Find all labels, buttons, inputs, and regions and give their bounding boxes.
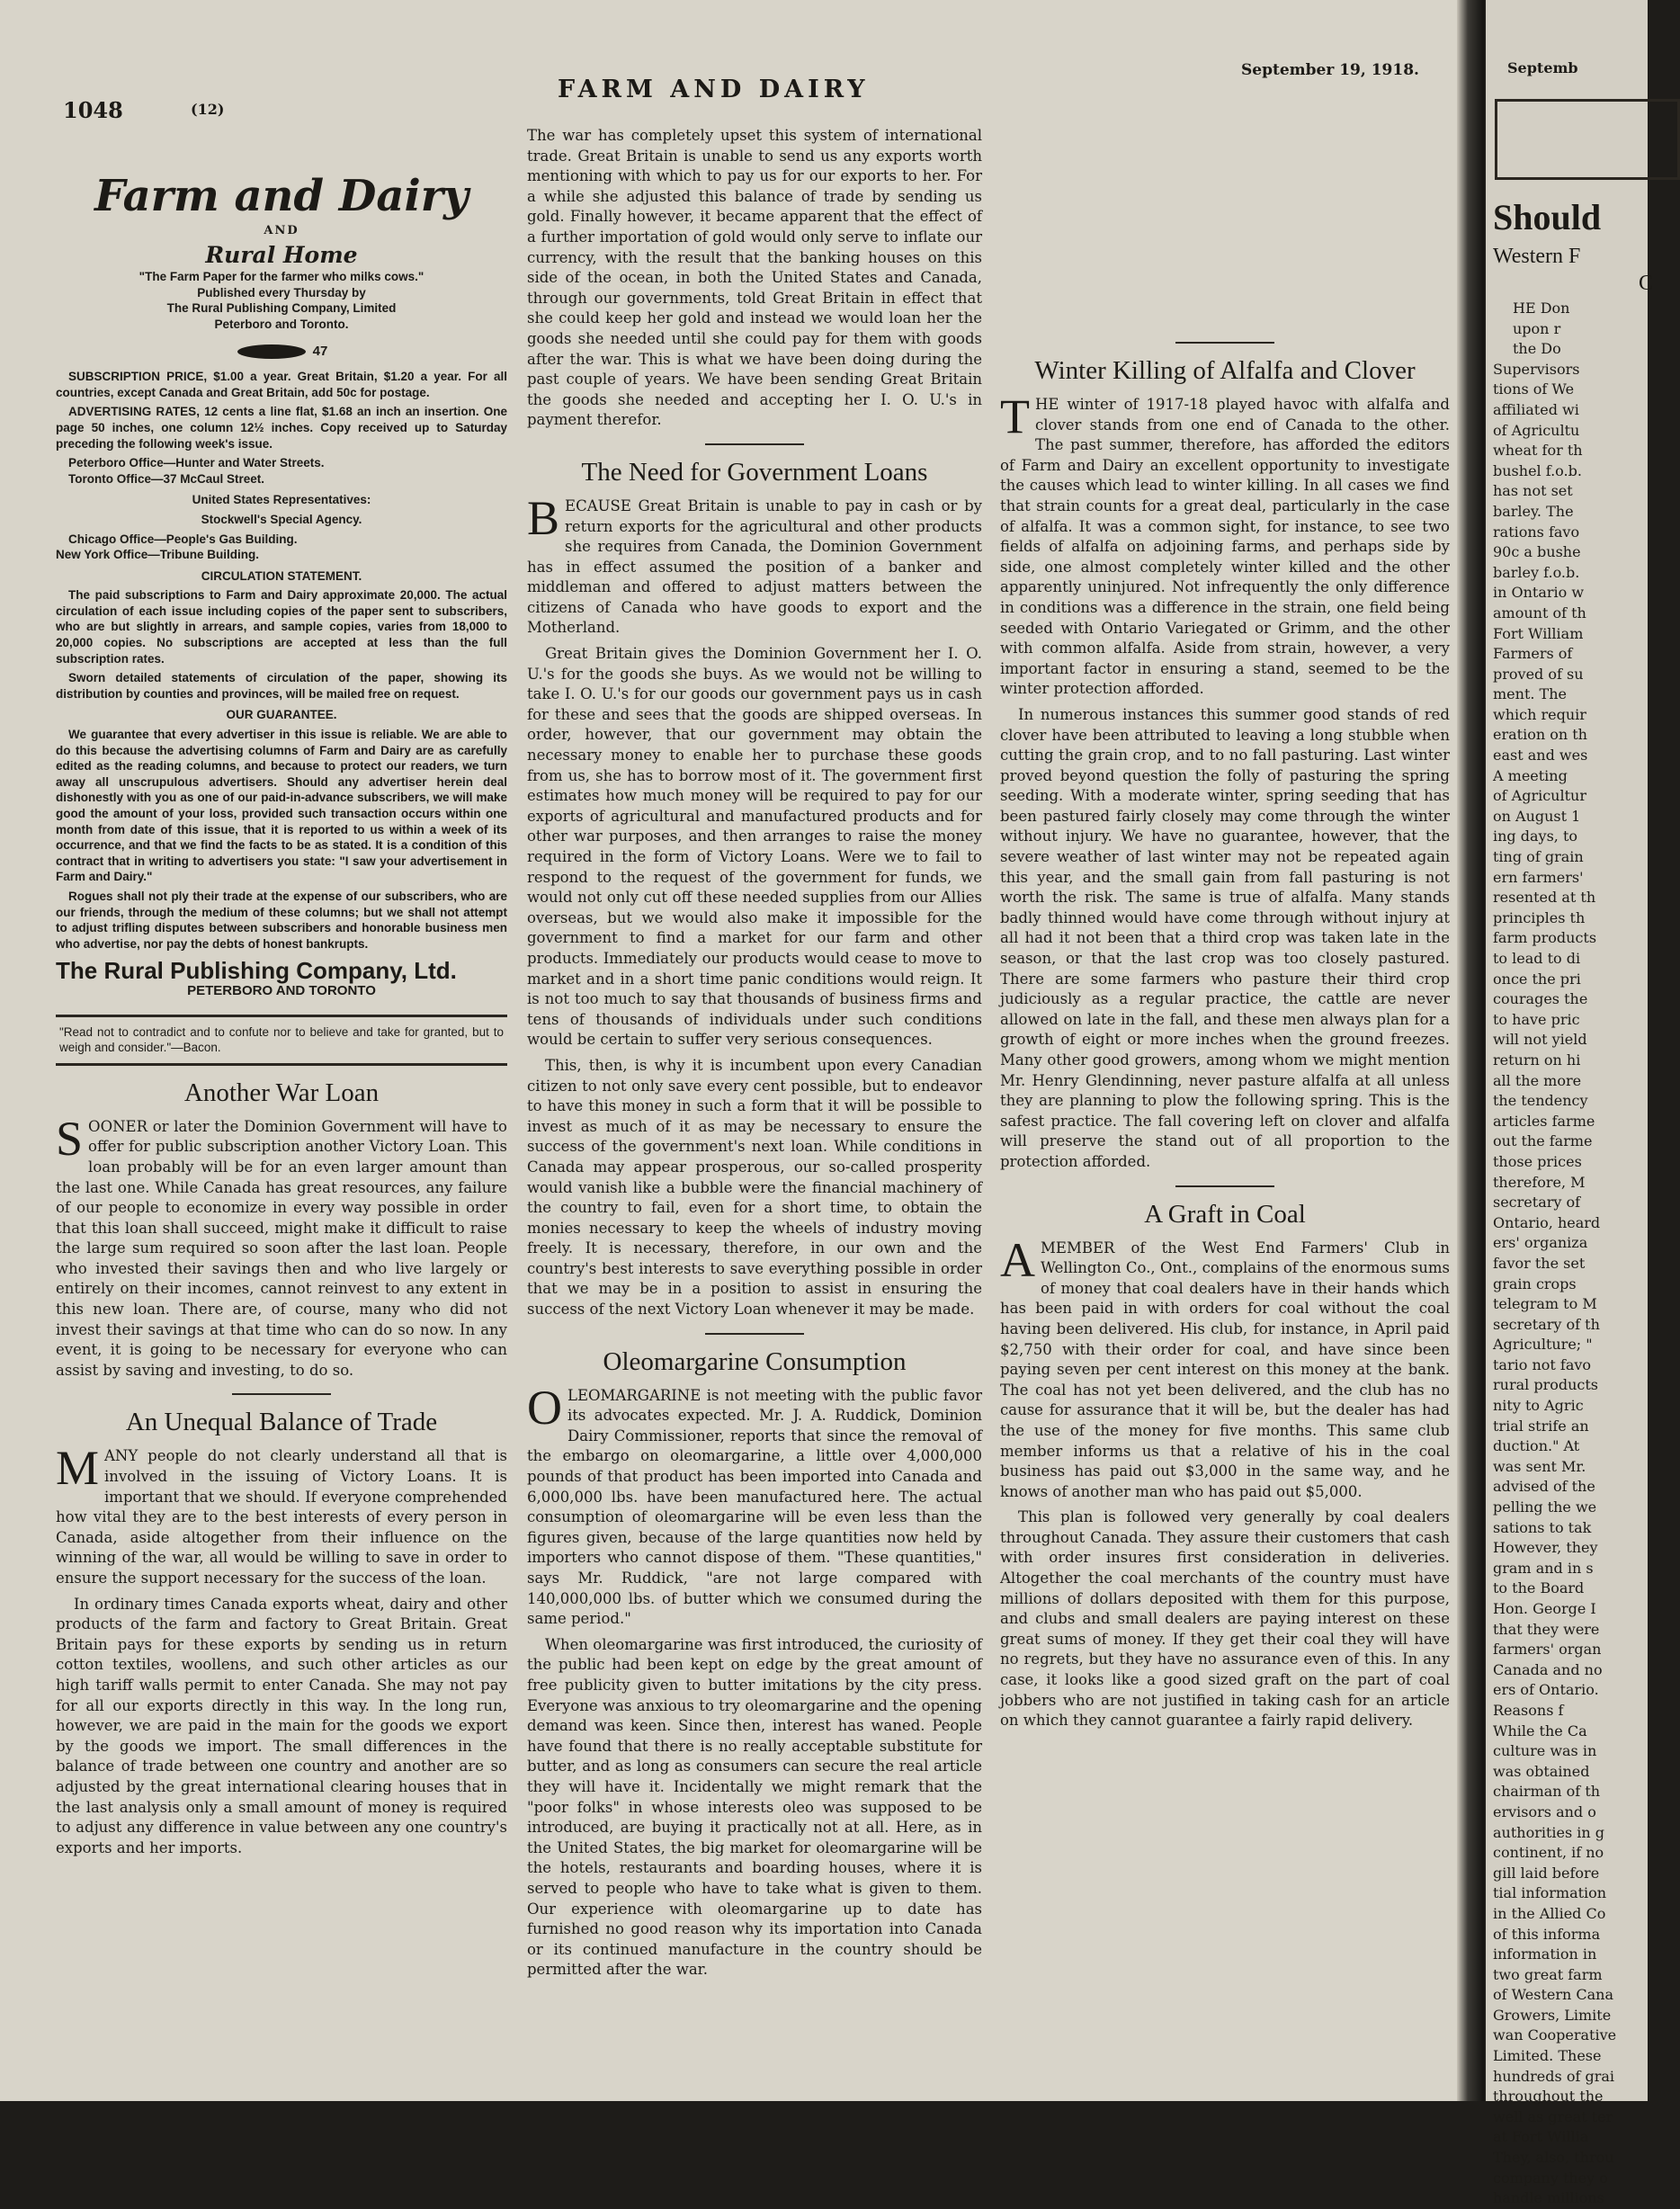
next-page-line: to lead to di <box>1493 950 1581 967</box>
volume-ornament <box>56 342 507 362</box>
next-page-line: pelling the we <box>1493 1498 1597 1516</box>
page-marker: (12) <box>191 101 225 118</box>
next-page-line: hundreds of grai <box>1493 2067 1614 2085</box>
circulation-heading: CIRCULATION STATEMENT. <box>201 568 362 583</box>
next-page-line: ern farmers' <box>1493 868 1584 886</box>
masthead-and: AND <box>264 224 299 237</box>
next-page-line: 90c a bushe <box>1493 543 1581 561</box>
next-page-line: those prices <box>1493 1152 1582 1170</box>
next-page-line: Fort William <box>1493 624 1584 642</box>
next-page-line: upon r <box>1513 319 1561 337</box>
oleo-title: Oleomargarine Consumption <box>603 1346 907 1376</box>
column-2 <box>527 126 982 1986</box>
masthead-subtitle: Rural Home <box>205 241 358 268</box>
next-page-line: trial strife an <box>1493 1417 1589 1435</box>
next-page-line: continent, if no <box>1493 1844 1604 1862</box>
next-page-line: rations favo <box>1493 523 1580 541</box>
next-page-line: amount of th <box>1493 604 1586 622</box>
next-page-line: HE Don <box>1513 300 1570 317</box>
war-loan-dropcap: S <box>56 1111 84 1166</box>
oleo-p2: When oleomargarine was first introduced, the curiosity of the public had been kept on edge by the great amount of free publicity given to butter imitations by the city press. Everyone was anxious to try oleomargarine and the opening demand was keen. Since then, interest has waned. People have found that there is no really acceptable substitute for butter, and as long as consumers can secure the real article they will have it. Incidentally we might remark that the "poor folks" in whose interests oleo was supposed to be introduced, are buying it practically not at all. Here, as in the United States, the big market for oleomargarine will be the hotels, restaurants and boarding houses, where it is served to people who have to take what is given to them. Our experience with oleomargarine up to date has furnished no good reason why its importation into Canada or its continued manufacture in the country should be permitted after the war. <box>527 1635 982 1979</box>
alfalfa-dropcap: T <box>1000 389 1030 443</box>
company-name: The Rural Publishing Company, Ltd. <box>56 957 457 985</box>
next-page-line: culture was in <box>1493 1742 1597 1760</box>
next-page-line: sations to tak <box>1493 1518 1592 1536</box>
unequal-balance-title: An Unequal Balance of Trade <box>125 1408 438 1437</box>
next-page-line: telegram to M <box>1493 1295 1597 1313</box>
next-page-line: therefore, M <box>1493 1173 1586 1191</box>
us-reps-heading: United States Representatives: <box>192 493 371 507</box>
next-page-line: farmers' organ <box>1493 1641 1602 1659</box>
oleo-p1: LEOMARGARINE is not meeting with the public favor its advocates expected. Mr. J. A. Ruddick, Dominion Dairy Commissioner, reports that since the removal of the embargo on oleomargarine, a little over 4,000,000 pounds of that product has been imported into Canada and 6,000,000 lbs. have been manufactured here. The actual consumption of oleomargarine will be even less than the figures given, because of the large quantities now held by importers who cannot dispose of them. "These quantities," says Mr. Ruddick, "are not large compared with 140,000,000 lbs. of butter which we consumed during the same period." <box>527 1386 982 1628</box>
next-page-line: nity to Agric <box>1493 1397 1584 1415</box>
next-page-line: advised of the <box>1493 1478 1595 1496</box>
next-page-line: farm products <box>1493 929 1597 947</box>
graft-p2: This plan is followed very generally by coal dealers throughout Canada. They assure their customers that cash with order insures first consideration in deliveries. Altogether the coal merchants of the country must have millions of dollars deposited with them for this purpose, and clubs and small dealers are paying interest on these great sums of money. If they get their coal they will have no regrets, but they have no assurance even of this. In any case, it looks like a good sized graft on the part of coal jobbers who are not justified in taking cash for an article on which they cannot guarantee a fairly rapid delivery. <box>1000 1508 1450 1730</box>
next-page-line: ers' organiza <box>1493 1234 1588 1252</box>
divider <box>705 1333 804 1335</box>
next-page-line: handle millions <box>1493 2189 1604 2207</box>
next-page-line: the Do <box>1513 340 1561 358</box>
alfalfa-p2: In numerous instances this summer good stands of red clover have been attributed to leaving a long stubble when cutting the grain crop, and to no fall pasturing. Last winter proved beyond question the folly of pasturing the spring seeding. With a moderate winter, spring seeding that has been pastured fairly closely may come through the winter without injury. We have no guarantee, however, that the severe weather of last winter may not be repeated again this year, and the small gain from fall pasturing is not worth the risk. The same is true of alfalfa. Many stands badly thinned would have come through without injury at all had it not been that a third crop was taken late in the season, or that the last crop was too closely pastured. There are some farmers who pasture their third crop judiciously as a regular practice, the cattle are never allowed on late in the fall, and these men always plan for a growth of eight or more inches when the ground freezes. Many other good growers, among whom we might mention Mr. Henry Glendinning, never pasture alfalfa at all unless they are planning to plow the following spring. This is the safest practice. The fall covering left on clover and alfalfa will preserve the stand out of all proportion to the protection afforded. <box>1000 705 1450 1170</box>
column-3 <box>1000 342 1450 1737</box>
next-page-text <box>1493 299 1673 2209</box>
next-page-line: tions of We <box>1493 380 1575 398</box>
next-page-line: throughout the <box>1493 2088 1604 2106</box>
guarantee-text-2: Rogues shall not ply their trade at the expense of our subscribers, who are our friends, through the medium of these columns; but we shall not attempt to adjust trifling disputes between subscribers and honorable business men who advertise, nor pay the debts of honest bankrupts. <box>56 889 507 951</box>
next-page-line: has not set <box>1493 482 1573 500</box>
graft-title: A Graft in Coal <box>1144 1199 1306 1229</box>
masthead-info <box>56 369 507 952</box>
next-page-line: will not yield <box>1493 1031 1587 1049</box>
next-page-line: that they were <box>1493 1620 1600 1638</box>
next-page-line: tial information <box>1493 1884 1607 1902</box>
next-page-line: gram and in s <box>1493 1559 1594 1577</box>
page-number: 1048 <box>63 97 123 123</box>
alfalfa-title: Winter Killing of Alfalfa and Clover <box>1034 356 1416 385</box>
next-page-line: resented at th <box>1493 889 1596 907</box>
company-location: PETERBORO AND TORONTO <box>187 982 376 998</box>
next-page-line: the tendency <box>1493 1092 1588 1110</box>
next-page-line: Growers, Limite <box>1493 2006 1612 2024</box>
next-page-line: was obtained <box>1493 1762 1590 1780</box>
next-page-line: was sent Mr. <box>1493 1457 1586 1475</box>
next-page-line: principles th <box>1493 908 1586 926</box>
peterboro-office: Peterboro Office—Hunter and Water Streets. <box>68 456 325 470</box>
masthead-title: Farm and Dairy <box>94 171 469 221</box>
need-loans-p1: ECAUSE Great Britain is unable to pay in cash or by return exports for the agricultural and other products she requires from Canada, the Dominion Government has in effect assumed the position of a banker and middleman and offered to adjust matters between the citizens of Canada who have goods to export and the Motherland. <box>527 496 982 637</box>
next-page-line: wheat for th <box>1493 442 1583 460</box>
next-page-line: Limited. These <box>1493 2047 1602 2065</box>
need-loans-p3: This, then, is why it is incumbent upon every Canadian citizen to not only save every cent possible, but to endeavor to have this money in such a form that it will be possible to invest as much of it as may be necessary to ensure the success of the government's next loan. While conditions in Canada may appear prosperous, our so-called prosperity would vanish like a bubble were the financial machinery of the country to fail, even for a short time, to obtain the monies necessary to keep the wheels of industry moving freely. It is necessary, therefore, in our own and the country's best interests to save everything possible in order that we may be in a position to assist in ensuring the success of the next Victory Loan whenever it may be made. <box>527 1056 982 1319</box>
next-page-line: rural products <box>1493 1376 1599 1394</box>
masthead-tagline: "The Farm Paper for the farmer who milks cows." <box>139 270 424 284</box>
next-page-line: chairman of th <box>1493 1783 1601 1801</box>
next-page-line: well as great ter <box>1493 2107 1613 2125</box>
next-page-line: ing days, to <box>1493 827 1578 845</box>
next-page-line: tario not favo <box>1493 1355 1592 1373</box>
chicago-office: Chicago Office—People's Gas Building. <box>68 532 298 546</box>
next-page-line: authorities in g <box>1493 1823 1605 1841</box>
page-gutter <box>1457 0 1484 2101</box>
us-reps-agency: Stockwell's Special Agency. <box>201 512 362 526</box>
divider <box>232 1393 331 1395</box>
divider <box>705 443 804 445</box>
next-page-line: in Ontario w <box>1493 584 1585 602</box>
next-page-line: bushel f.o.b. <box>1493 461 1582 479</box>
next-page-line: of this informa <box>1493 1925 1601 1943</box>
next-page-fragment <box>1486 0 1654 2207</box>
next-page-box <box>1495 99 1680 180</box>
next-page-line: barley f.o.b. <box>1493 563 1580 581</box>
guarantee-text: We guarantee that every advertiser in this issue is reliable. We are able to do this because the advertising columns of Farm and Dairy are as carefully edited as the reading columns, and because to protect our readers, we turn away all unscrupulous advertisers. Should any advertiser herein deal dishonestly with you as one of our paid-in-advance subscribers, we will make good the amount of your loss, provided such transaction occurs within one month from date of this issue, that it is reported to us within a week of its occurrence, and that we find the facts to be as stated. It is a condition of this contract that in writing to advertisers you state: "I saw your advertisement in Farm and Dairy." <box>56 728 507 884</box>
next-page-line: eration on th <box>1493 726 1587 744</box>
next-page-line: Reasons f <box>1493 1701 1564 1719</box>
next-page-line: Hon. George I <box>1493 1600 1596 1617</box>
next-page-line: articles farme <box>1493 1112 1595 1130</box>
next-page-line: out the farme <box>1493 1132 1593 1150</box>
next-page-line: return on hi <box>1493 1051 1581 1069</box>
next-page-line: ting of grain <box>1493 848 1584 866</box>
unequal-balance-p1: ANY people do not clearly understand all that is involved in the issuing of Victory Loans. It is important that we should. If everyone comprehended how vital they are to the best interests of every person in Canada, aside altogether from their influence on the winning of the war, all would be willing to save in order to ensure the support necessary for the success of the loan. <box>56 1447 507 1587</box>
next-page-line: secretary of th <box>1493 1315 1600 1333</box>
next-page-line: all the more <box>1493 1071 1582 1089</box>
next-page-line: Farmers of <box>1493 645 1573 663</box>
next-page-line: favor the set <box>1493 1254 1586 1272</box>
next-page-line: A meeting <box>1493 766 1568 784</box>
next-page-line: They, also, throu <box>1493 2149 1614 2167</box>
masthead-published: Published every Thursday by <box>197 285 366 300</box>
unequal-balance-p2: In ordinary times Canada exports wheat, dairy and other products of the farm and factory to Great Britain. Great Britain pays for these exports by sending us in return cotton textiles, woollens, and such other articles as our high tariff walls permit to enter Canada. She may not pay for all our exports directly in this way. In the long run, however, we are paid in the main for the goods we export by the goods we import. The small differences in the balance of trade between one country and another are so adjusted by the great international clearing houses that in the last analysis only a small amount of money is required to adjust any difference in value between any one country's exports and her imports. <box>56 1595 507 1856</box>
next-page-line: secretary of <box>1493 1194 1581 1212</box>
next-page-line: Supervisors <box>1493 360 1580 378</box>
next-page-line: Agriculture; " <box>1493 1336 1593 1354</box>
next-page-headline: Should <box>1493 197 1602 237</box>
need-loans-p2: Great Britain gives the Dominion Government her I. O. U.'s for the goods she buys. As we would not be willing to take I. O. U.'s for our goods our government pays us in cash for these and sees that the goods are shipped overseas. In order, however, that our government may obtain the necessary money to enable her to purchase these goods from us, she has to borrow most of it. The government first estimates how much money will be required to pay for our exports of agricultural and manufactured products and for other war purposes, and then arranges to raise the money required in the form of Victory Loans. Were we to fail to respond to the request of the government for funds, we would not only cut off these needed supplies from our Allies overseas, but we would also make it impossible for the government to find a market for our farm and other products. Immediately our products would cease to move to market and in a short time panic conditions would reign. It is not too much to say that thousands of business firms and tens of thousands of individuals under such conditions would be certain to suffer very serious consequences. <box>527 645 982 1049</box>
next-page-line: east and wes <box>1493 747 1588 765</box>
issue-date: September 19, 1918. <box>1241 61 1419 79</box>
next-page-line: duction." At <box>1493 1437 1580 1455</box>
next-page-line: Canada and no <box>1493 1660 1603 1678</box>
circulation-text: The paid subscriptions to Farm and Dairy approximate 20,000. The actual circulation of each issue including copies of the paper sent to subscribers, who are but slightly in arrears, and sample copies, varies from 18,000 to 20,000 copies. No subscriptions are accepted at less than the full subscription rates. <box>56 588 507 666</box>
subscription-text: SUBSCRIPTION PRICE, $1.00 a year. Great Britain, $1.20 a year. For all countries, except Canada and Great Britain, add 50c for postage. <box>56 370 507 399</box>
divider <box>1175 342 1274 344</box>
next-page-date: Septemb <box>1507 59 1578 76</box>
next-page-line: two great farm <box>1493 1965 1603 1983</box>
next-page-line: once the pri <box>1493 970 1581 988</box>
ornament-icon <box>236 344 308 360</box>
war-loan-title: Another War Loan <box>183 1078 380 1107</box>
next-page-line: of Western Cana <box>1493 1986 1614 2004</box>
war-loan-p1: OONER or later the Dominion Government will have to offer for public subscription another Victory Loan. This loan probably will be for an even larger amount than the last one. While Canada has great resources, any failure of our people to economize in every way possible in order that this loan shall succeed, might make it difficult to raise the large sum required so soon after the last loan. People who invested their savings then and who live largely or entirely on their incomes, cannot reinvest to any extent in this new loan. There are, of course, many who did not invest their savings at that time who can do so now. In any event, it is going to be necessary for everyone who can assist by saving and investing, to do so. <box>56 1117 507 1379</box>
advertising-text: ADVERTISING RATES, 12 cents a line flat, $1.68 an inch an insertion. One page 50 inches, one column 12½ inches. Copy received up to Saturday preceding the following week's issue. <box>56 405 507 451</box>
next-page-line: ers of Ontario. <box>1493 1681 1599 1699</box>
volume-number: 47 <box>312 343 328 359</box>
circulation-text-2: Sworn detailed statements of circulation of the paper, showing its distribution by counties and provinces, will be mailed free on request. <box>56 671 507 701</box>
next-page-subhead-2: C <box>1639 272 1654 295</box>
next-page-line: Ontario, heard <box>1493 1213 1601 1231</box>
next-page-line: in the Allied Co <box>1493 1904 1606 1922</box>
guarantee-heading: OUR GUARANTEE. <box>226 708 337 722</box>
unequal-balance-dropcap: M <box>56 1441 100 1496</box>
column-1 <box>56 171 507 1864</box>
next-page-line: While the Ca <box>1493 1722 1587 1739</box>
next-page-line: which requir <box>1493 705 1586 723</box>
next-page-line: on August 1 <box>1493 807 1581 825</box>
graft-p1: MEMBER of the West End Farmers' Club in Wellington Co., Ont., complains of the enormous sums of money that coal dealers have in their hands which has been paid in with orders for coal without the coal having been delivered. His club, for instance, in April paid $2,750 with their order for coal, and have since been paying seven per cent interest on this money at the bank. The coal has not yet been delivered, and the club has no cause for assurance that it will be, but the dealer has had the use of the money for five months. This same club member informs us that a relative of his in the coal business has paid out $3,000 in the same way, and he knows of another man who has paid out $5,000. <box>1000 1239 1450 1500</box>
toronto-office: Toronto Office—37 McCaul Street. <box>68 471 265 486</box>
next-page-line: barley. The <box>1493 502 1574 520</box>
next-page-line: at Fort Willia <box>1493 2128 1589 2146</box>
paper-title: FARM AND DAIRY <box>558 76 870 103</box>
next-page-line: However, they <box>1493 1539 1598 1557</box>
masthead-offices: Peterboro and Toronto. <box>214 317 349 331</box>
graft-dropcap: A <box>1000 1232 1035 1287</box>
next-page-line: gill laid before <box>1493 1864 1600 1882</box>
newyork-office: New York Office—Tribune Building. <box>56 548 260 562</box>
next-page-line: affiliated wi <box>1493 400 1579 418</box>
next-page-line: to have pric <box>1493 1010 1580 1028</box>
masthead <box>56 171 507 362</box>
need-loans-dropcap: B <box>527 490 560 545</box>
unequal-balance-p3: The war has completely upset this system of international trade. Great Britain is unable to send us any exports worth mentioning with which to pay us for our exports to her. For a while she adjusted this balance of trade by sending us gold. Finally however, it became apparent that the effect of a further importation of gold would only serve to inflate our currency, with the result that the banking houses on this side of the ocean, in both the United States and Canada, through our governments, told Great Britain in effect that she could keep her gold and instead we would loan her the goods she needed until she could pay for them with goods after the war. This is what we have been doing during the past couple of years. We have been sending Great Britain the goods she needed and accepting her I. O. U.'s in payment therefor. <box>527 127 982 429</box>
next-page-line: proved of su <box>1493 665 1584 683</box>
next-page-line: wan Cooperative <box>1493 2026 1617 2044</box>
next-page-line: grain crops <box>1493 1274 1577 1292</box>
oleo-dropcap: O <box>527 1380 562 1435</box>
alfalfa-p1: HE winter of 1917-18 played havoc with alfalfa and clover stands from one end of Canada to the other. The past summer, therefore, has afforded the editors of Farm and Dairy an excellent opportunity to investigate the causes which lead to winter killing. In all cases we find that strain counts for a great deal, particularly in the case of alfalfa. It was a common sight, for instance, to see two fields of alfalfa on adjoining farms, and perhaps side by side, one almost completely winter killed and the other apparently uninjured. Not infrequently the only difference in conditions was a difference in the strain, one field being seeded with Ontario Variegated or Grimm, and the other with common alfalfa. Aside from strain, however, a very important factor in ensuring a stand, seemed to be the winter protection afforded. <box>1000 396 1450 698</box>
divider <box>1175 1185 1274 1187</box>
masthead-publisher: The Rural Publishing Company, Limited <box>166 301 397 316</box>
next-page-line: ment. The <box>1493 685 1567 703</box>
next-page-line: of Agricultur <box>1493 787 1586 805</box>
next-page-subhead-1: Western F <box>1493 245 1581 268</box>
next-page-line: company they o <box>1493 2169 1608 2187</box>
next-page-line: to the Board <box>1493 1579 1585 1597</box>
next-page-line: information in <box>1493 1945 1597 1963</box>
next-page-line: courages the <box>1493 990 1588 1008</box>
bacon-quote: "Read not to contradict and to confute nor to believe and take for granted, but to weigh and consider."—Bacon. <box>56 1015 507 1066</box>
next-page-line: ervisors and o <box>1493 1802 1596 1820</box>
need-loans-title: The Need for Government Loans <box>581 457 928 487</box>
next-page-line: of Agricultu <box>1493 421 1580 439</box>
